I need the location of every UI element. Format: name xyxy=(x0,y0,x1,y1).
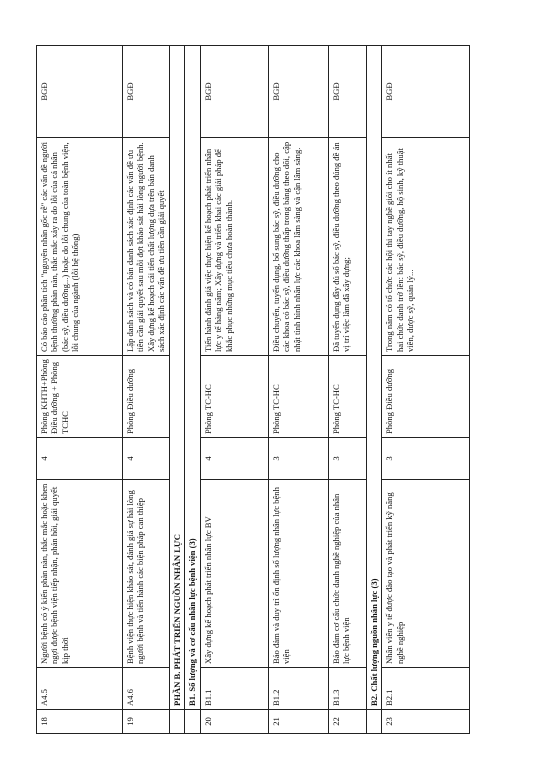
improvement-solution: Điều chuyển, tuyển dụng, bổ sung bác sỹ, điều dưỡng cho các khoa có bác sỹ, điều dưỡng thấp trong bảng theo dõi, cập nhật tình hình nhân lực các khoa lâm sàng và cận lâm sàng. xyxy=(268,138,328,356)
table-row xyxy=(200,46,268,734)
improvement-solution: Trong năm có tổ chức các hội thi tay nghề giỏi cho ít nhất hai chức danh trở lên: bác sỹ, điều dưỡng, hộ sinh, kỹ thuật viên, dược sỹ, quản lý... xyxy=(382,138,470,356)
empty-cell xyxy=(169,710,184,734)
empty-cell xyxy=(366,710,381,734)
section-heading: B1. Số lượng và cơ cấu nhân lực bệnh viện (3) xyxy=(185,46,200,710)
row-number: 18 xyxy=(37,710,123,734)
section-heading-row xyxy=(185,46,200,734)
approver: BGĐ xyxy=(268,46,328,138)
current-level: 3 xyxy=(328,438,366,480)
current-level: 4 xyxy=(200,438,268,480)
table-row xyxy=(123,46,170,734)
criterion-content: Nhân viên y tế được đào tạo và phát triển kỹ năng nghề nghiệp xyxy=(382,480,470,668)
table-row xyxy=(37,46,123,734)
current-level: 4 xyxy=(37,438,123,480)
criterion-code: B2.1 xyxy=(382,668,470,710)
responsible-unit: Phòng Điều dưỡng xyxy=(382,356,470,438)
row-number: 19 xyxy=(123,710,170,734)
responsible-unit: Phòng Điều dưỡng xyxy=(123,356,170,438)
current-level: 3 xyxy=(268,438,328,480)
criterion-code: B1.1 xyxy=(200,668,268,710)
improvement-solution: Đã tuyển dụng đầy đủ số bác sỹ, điều dưỡng theo đúng đề án vị trí việc làm đã xây dựng; xyxy=(328,138,366,356)
approver: BGĐ xyxy=(37,46,123,138)
current-level: 3 xyxy=(382,438,470,480)
table-row xyxy=(268,46,328,734)
criterion-content: Bảo đảm và duy trì ổn định số lượng nhân lực bệnh viện xyxy=(268,480,328,668)
approver: BGĐ xyxy=(328,46,366,138)
section-heading: B2. Chất lượng nguồn nhân lực (3) xyxy=(366,46,381,710)
approver: BGĐ xyxy=(200,46,268,138)
responsible-unit: Phòng TC-HC xyxy=(268,356,328,438)
criterion-code: A4.5 xyxy=(37,668,123,710)
section-heading-row xyxy=(366,46,381,734)
criterion-content: Bảo đảm cơ cấu chức danh nghề nghiệp của nhân lực bệnh viện xyxy=(328,480,366,668)
part-heading-row xyxy=(169,46,184,734)
responsible-unit: Phòng KHTH+Phòng Điều dưỡng + Phòng TCHC xyxy=(37,356,123,438)
current-level: 4 xyxy=(123,438,170,480)
quality-criteria-table xyxy=(36,45,470,734)
approver: BGĐ xyxy=(123,46,170,138)
row-number: 21 xyxy=(268,710,328,734)
empty-cell xyxy=(185,710,200,734)
table-row xyxy=(328,46,366,734)
criterion-content: Bệnh viện thực hiện khảo sát, đánh giá sự hài lòng người bệnh và tiến hành các biện pháp can thiệp xyxy=(123,480,170,668)
approver: BGĐ xyxy=(382,46,470,138)
row-number: 23 xyxy=(382,710,470,734)
table-row xyxy=(382,46,470,734)
improvement-solution: Tiến hành đánh giá việc thực hiện kế hoạch phát triển nhân lực y tế hàng năm; Xây dựng và triển khai các giải pháp để khắc phục những mục tiêu chưa hoàn thành. xyxy=(200,138,268,356)
criterion-content: Người bệnh có ý kiến phàn nàn, thắc mắc hoặc khen ngợi được bệnh viện tiếp nhận, phản hồi, giải quyết kịp thời xyxy=(37,480,123,668)
row-number: 22 xyxy=(328,710,366,734)
row-number: 20 xyxy=(200,710,268,734)
criterion-code: B1.3 xyxy=(328,668,366,710)
criterion-code: A4.6 xyxy=(123,668,170,710)
responsible-unit: Phòng TC-HC xyxy=(328,356,366,438)
part-heading: PHẦN B. PHÁT TRIỂN NGUỒN NHÂN LỰC xyxy=(169,46,184,710)
criterion-content: Xây dựng kế hoạch phát triển nhân lực BV xyxy=(200,480,268,668)
responsible-unit: Phòng TC-HC xyxy=(200,356,268,438)
improvement-solution: Lập danh sách và có bản danh sách xác định các vấn đề ưu tiên cần giải quyết sau mỗi đợt khảo sát hài lòng người bệnh. Xây dựng kế hoạch cải tiến chất lượng dựa trên bản danh sách xác định các vấn đề ưu tiên cần giải quyết xyxy=(123,138,170,356)
improvement-solution: Có báo cáo phân tích "nguyên nhân gốc rễ" các vấn đề người bệnh thường phàn nàn, thắc mắc xảy ra do lỗi của cá nhân (bác sỹ, điều dưỡng...) hoặc do lỗi chung của toàn bệnh viện, lỗi chung của ngành (lỗi hệ thống) xyxy=(37,138,123,356)
criterion-code: B1.2 xyxy=(268,668,328,710)
